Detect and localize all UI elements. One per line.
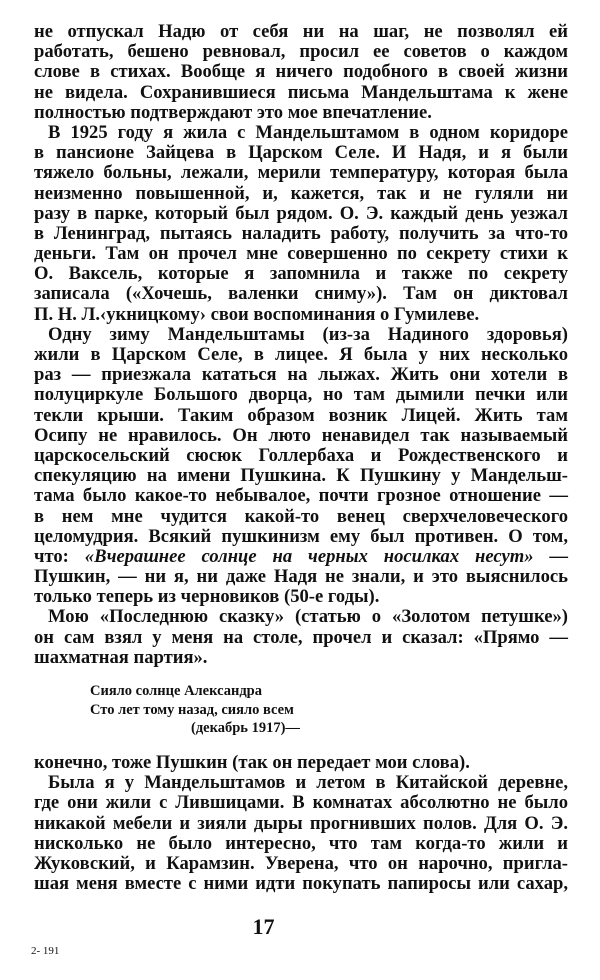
text-line: где они жили с Лившицами. В комнатах абсолютно не было [34, 792, 568, 814]
paragraph [34, 22, 568, 123]
text-line: не видела. Сохранившиеся письма Мандельштама к жене [34, 81, 568, 103]
poem-quote [90, 682, 310, 738]
text-line: царскосельский сюсюк Голлербаха и Рождественского и [34, 444, 568, 466]
paragraph [34, 607, 568, 668]
text-line: не отпускал Надю от себя ни на шаг, не позволял ей [34, 21, 568, 42]
text-line: неизменно повышенной, и, кажется, так и не гуляли ни [34, 182, 568, 204]
body-text-top [34, 22, 568, 668]
text-line: текли крыши. Таким образом возник Лицей. Жить там [34, 404, 568, 426]
text-line: работать, бешено ревновал, просил ее советов о каждом [34, 41, 568, 63]
text-line: никакой мебели и зияли дыры прогнивших полов. Для О. Э. [34, 812, 568, 834]
text-line: Пушкин, — ни я, ни даже Надя не знали, и это выяснилось [34, 566, 568, 588]
text-line: разу в парке, который был рядом. О. Э. каждый день уезжал [34, 202, 568, 224]
text-line: Была я у Мандельштамов и летом в Китайской деревне, [48, 772, 568, 794]
text-line: полуциркуле Большого дворца, но там дымили печки или [34, 384, 568, 406]
text-line: Жуковский, и Карамзин. Уверена, что он нарочно, пригла- [34, 852, 568, 874]
text-line: в нем мне чудится какой-то венец сверхчеловеческого [34, 505, 568, 527]
paragraph [34, 325, 568, 608]
paragraph [34, 773, 568, 894]
text-line: тяжело больны, лежали, мерили температуру, которая была [34, 162, 568, 184]
text-line: что: «Вчерашнее солнце на черных носилках несут» — [34, 545, 569, 567]
quoted-verse: «Вчерашнее солнце на черных носилках несут» [84, 545, 534, 567]
text-line: тама было какое-то небывалое, почти грозное отношение — [34, 485, 568, 507]
signature-mark: 2- 191 [31, 945, 60, 957]
text-line: нисколько не было интересно, что там когда-то жили и [34, 832, 568, 854]
text-line: он сам взял у меня на столе, прочел и сказал: «Прямо — [34, 626, 568, 648]
text-line: Осипу не нравилось. Он люто ненавидел так называемый [34, 424, 568, 446]
text-line: полностью подтверждают это мое впечатление. [34, 101, 432, 123]
text-line: Мою «Последнюю сказку» (статью о «Золотом петушке») [48, 606, 568, 628]
paragraph [34, 123, 568, 325]
text-line: спекуляцию на имени Пушкина. К Пушкину у Мандельш- [34, 465, 568, 487]
text-line: П. Н. Л.‹укницкому› свои воспоминания о Гумилеве. [34, 303, 480, 325]
poem-date: (декабрь 1917)— [191, 720, 300, 736]
text-line: деньги. Там он прочел мне совершенно по секрету стихи к [34, 243, 568, 265]
page-number: 17 [252, 914, 275, 939]
text-line: записала («Хочешь, валенки сниму»). Там он диктовал [34, 283, 568, 305]
text-line: слове в стихах. Вообще я ничего подобного в своей жизни [34, 61, 568, 83]
text-line: Одну зиму Мандельштамы (из-за Надиного здоровья) [48, 323, 568, 345]
text-line: В 1925 году я жила с Мандельштамом в одном коридоре [48, 121, 568, 143]
text-line: шая меня вместе с ними идти покупать папиросы или сахар, [34, 873, 568, 895]
text-line: в Ленинград, пытаясь наладить работу, получить за что-то [34, 222, 568, 244]
body-text-bottom [34, 753, 568, 894]
poem-line: Сияло солнце Александра [90, 683, 262, 699]
text-line: в пансионе Зайцева в Царском Селе. И Надя, и я были [34, 142, 568, 164]
text-line: только теперь из черновиков (50-е годы). [34, 586, 380, 608]
text-line: О. Ваксель, которые я запомнила и также по секрету [34, 263, 568, 285]
poem-line: Сто лет тому назад, сияло всем [90, 701, 294, 718]
text-line: целомудрия. Всякий пушкинизм ему был противен. О том, [34, 525, 568, 547]
text-line: шахматная партия». [34, 646, 208, 668]
text-line: жили в Царском Селе, в лицее. Я была у них несколько [34, 344, 568, 365]
paragraph [34, 753, 568, 773]
text-line: конечно, тоже Пушкин (так он передает мои слова). [34, 752, 470, 773]
text-line: раз — приезжала кататься на лыжах. Жить они хотели в [34, 364, 568, 386]
